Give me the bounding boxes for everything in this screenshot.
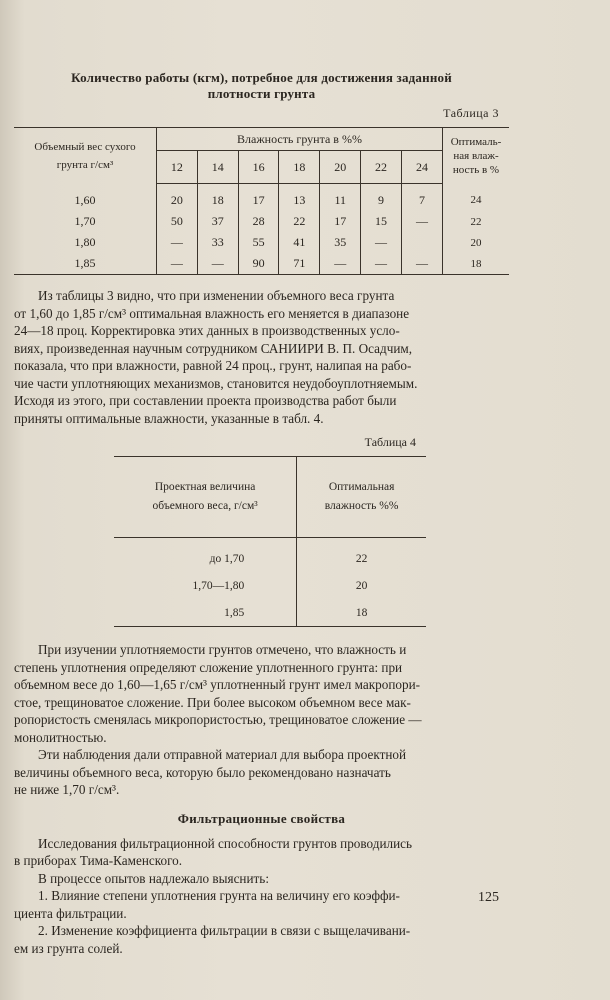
moisture-col-22: 22 — [361, 151, 402, 184]
caption-line-2: плотности грунта — [207, 86, 316, 101]
table3-col-weight-header — [14, 128, 157, 184]
table-row — [114, 599, 426, 627]
paragraph-observations — [14, 746, 509, 799]
t4-weight: 1,70—1,80 — [192, 579, 245, 592]
table-cell: 22 — [279, 211, 320, 232]
row-weight: 1,85 — [74, 256, 96, 270]
p1-line-1: Из таблицы 3 видно, что при изменении объемного веса грунта — [38, 288, 395, 303]
table-cell: — — [361, 232, 402, 253]
table4-h1-line2: объемного веса, г/см³ — [152, 500, 258, 512]
table-cell: 17 — [238, 184, 279, 212]
p1-line-7: Исходя из этого, при составлении проекта производства работ были — [14, 393, 397, 408]
paragraph-table3-summary — [14, 287, 509, 427]
p7-line-1: 2. Изменение коэффициента фильтрации в связи с выщелачивани- — [38, 923, 411, 938]
p2-line-2: степень уплотнения определяют сложение уплотненного грунта: при — [14, 659, 403, 675]
p2-line-4: стое, трещиноватое сложение. При более высоком объемном весе мак- — [14, 694, 411, 710]
page-number: 125 — [478, 890, 499, 905]
table4-weight-header — [114, 457, 297, 538]
t4-weight: 1,85 — [224, 606, 245, 619]
p4-line-1: Исследования фильтрационной способности грунтов проводились — [38, 835, 413, 851]
table-cell: 9 — [361, 184, 402, 212]
table-cell: — — [401, 253, 442, 275]
paragraph-objectives — [14, 870, 509, 888]
table-row — [114, 572, 426, 599]
table3-col-weight-line1: Объемный вес сухого — [34, 140, 136, 153]
table-cell: 37 — [197, 211, 238, 232]
table3-opt-line1: Оптималь- — [450, 135, 502, 148]
table-row — [14, 211, 509, 232]
table3-label: Таблица 3 — [443, 106, 499, 120]
table-4 — [114, 456, 426, 627]
table-cell: — — [320, 253, 361, 275]
p6-line-2: циента фильтрации. — [14, 905, 127, 921]
p1-line-5: показала, что при влажности, равной 24 проц., грунт, налипая на рабо- — [14, 358, 412, 373]
p2-line-6: монолитностью. — [14, 729, 107, 745]
table4-h2-line2: влажность %% — [324, 500, 399, 512]
moisture-col-18: 18 — [279, 151, 320, 184]
p3-line-2: величины объемного веса, которую было рекомендовано назначать — [14, 764, 391, 780]
table4-wrapper — [114, 435, 426, 627]
row-weight: 1,60 — [74, 192, 96, 207]
p6-line-1: 1. Влияние степени уплотнения грунта на величину его коэффи- — [38, 888, 400, 903]
t4-moisture: 22 — [297, 538, 426, 573]
moisture-col-20: 20 — [320, 151, 361, 184]
moisture-col-12: 12 — [157, 151, 198, 184]
paragraph-filtration — [14, 835, 509, 870]
table-cell: 17 — [320, 211, 361, 232]
table-cell: — — [197, 253, 238, 275]
t4-moisture: 18 — [297, 599, 426, 627]
row-weight: 1,80 — [74, 235, 96, 249]
table-3 — [14, 127, 509, 275]
row-weight: 1,70 — [74, 214, 96, 228]
table4-h1-line1: Проектная величина — [154, 481, 256, 493]
paragraph-item-2 — [14, 922, 509, 957]
page-content — [14, 70, 509, 957]
table-cell: 71 — [279, 253, 320, 275]
table-cell: 28 — [238, 211, 279, 232]
table3-col-weight-line2: грунта г/см³ — [56, 158, 114, 171]
table3-opt-line3: ность в % — [452, 163, 500, 176]
p7-line-2: ем из грунта солей. — [14, 940, 123, 956]
moisture-col-14: 14 — [197, 151, 238, 184]
p4-line-2: в приборах Тима-Каменского. — [14, 853, 183, 868]
p3-line-3: не ниже 1,70 г/см³. — [14, 782, 120, 797]
table-cell: — — [401, 211, 442, 232]
table-cell: 13 — [279, 184, 320, 212]
table4-moisture-header — [297, 457, 426, 538]
p1-line-6: чие части уплотняющих механизмов, становится неудобоуплотняемым. — [14, 375, 418, 391]
table-cell: 18 — [197, 184, 238, 212]
table3-caption — [14, 70, 509, 102]
table-row — [14, 232, 509, 253]
table-cell: 90 — [238, 253, 279, 275]
row-optimal: 20 — [443, 232, 510, 253]
table-cell: 7 — [401, 184, 442, 212]
row-optimal: 22 — [443, 211, 510, 232]
paragraph-compaction — [14, 641, 509, 746]
moisture-col-24: 24 — [401, 151, 442, 184]
p2-line-3: объемном весе до 1,60—1,65 г/см³ уплотненный грунт имел макропори- — [14, 677, 421, 692]
moisture-col-16: 16 — [238, 151, 279, 184]
table3-optimal-header — [443, 128, 510, 184]
t4-weight: до 1,70 — [209, 552, 245, 565]
table-cell: 55 — [238, 232, 279, 253]
table-cell: — — [157, 253, 198, 275]
row-optimal: 24 — [443, 184, 510, 212]
p1-line-3: 24—18 проц. Корректировка этих данных в производственных усло- — [14, 323, 400, 338]
table-cell: 33 — [197, 232, 238, 253]
table-cell: 41 — [279, 232, 320, 253]
table-row — [14, 253, 509, 275]
p1-line-8: приняты оптимальные влажности, указанные в табл. 4. — [14, 410, 324, 426]
p2-line-1: При изучении уплотняемости грунтов отмечено, что влажность и — [38, 642, 407, 657]
paragraph-item-1 — [14, 887, 509, 922]
table-row — [14, 184, 509, 212]
table-cell: 20 — [157, 184, 198, 212]
table-cell: — — [361, 253, 402, 275]
p2-line-5: ропористость сменялась микропористостью, трещиноватое сложение — — [14, 712, 422, 727]
table4-h2-line1: Оптимальная — [328, 481, 395, 493]
section-heading: Фильтрационные свойства — [177, 810, 346, 826]
table3-moisture-header: Влажность грунта в %% — [157, 128, 443, 151]
t4-moisture: 20 — [297, 572, 426, 599]
p1-line-2: от 1,60 до 1,85 г/см³ оптимальная влажность его меняется в диапазоне — [14, 305, 410, 321]
table-cell: 50 — [157, 211, 198, 232]
caption-line-1: Количество работы (кгм), потребное для достижения заданной — [71, 70, 452, 85]
table-cell: 15 — [361, 211, 402, 232]
table-cell: 11 — [320, 184, 361, 212]
p1-line-4: виях, произведенная научным сотрудником САНИИРИ В. П. Осадчим, — [14, 340, 413, 356]
table4-label: Таблица 4 — [364, 435, 416, 449]
table-cell: 35 — [320, 232, 361, 253]
table-cell: — — [157, 232, 198, 253]
p3-line-1: Эти наблюдения дали отправной материал для выбора проектной — [38, 747, 407, 762]
p5-line-1: В процессе опытов надлежало выяснить: — [38, 870, 269, 886]
row-optimal: 18 — [443, 253, 510, 275]
table3-opt-line2: ная влаж- — [453, 149, 499, 162]
table-row — [114, 538, 426, 573]
table-cell — [401, 232, 442, 253]
